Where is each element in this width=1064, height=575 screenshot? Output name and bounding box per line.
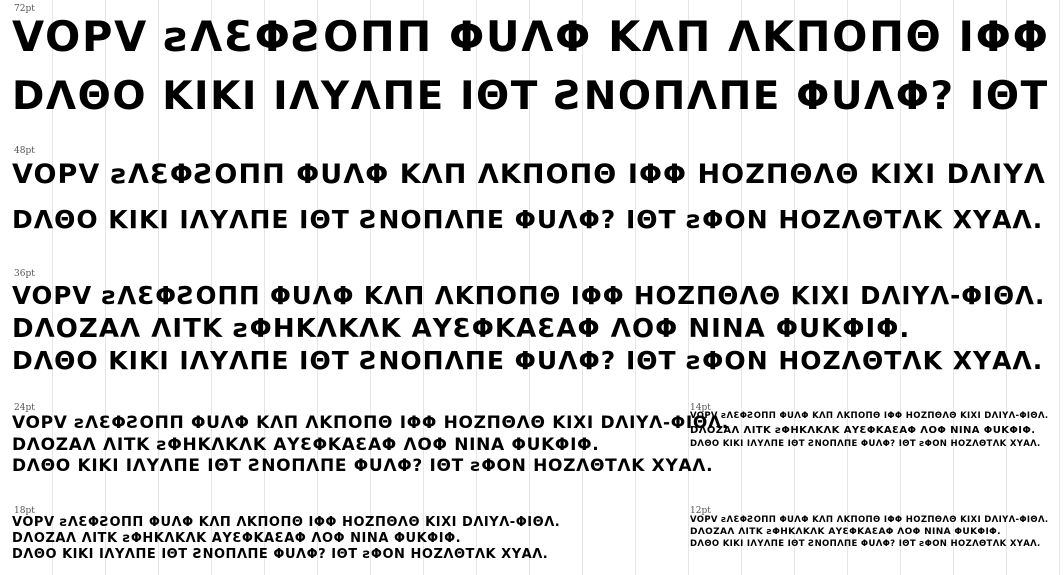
sample-18pt-line-1: VOPV ƨΛƐΦƧOΠΠ ΦUΛΦ KΛΠ ΛKΠOΠΘ ΙΦΦ ΗΟΖΠΘΛΘ ΚΙΧΙ DΛΙΥΛ-ΦΙΘΛ. — [12, 515, 561, 530]
size-label-12pt: 12pt — [690, 506, 711, 516]
sample-48pt-line-2: DΛΘO ΚΙΚΙ ΙΛΥΛΠΕ ΙΘΤ ƧΝΟΠΛΠΕ ΦUΛΦ? ΙΘΤ ƨΦΟΝ ΗΟΖΛΘΤΛΚ ΧΥΑΛ. — [12, 205, 1044, 234]
size-label-24pt: 24pt — [14, 403, 35, 413]
sample-36pt-line-1: VOPV ƨΛƐΦƧOΠΠ ΦUΛΦ KΛΠ ΛKΠOΠΘ ΙΦΦ ΗΟΖΠΘΛΘ ΚΙΧΙ DΛΙΥΛ-ΦΙΘΛ. — [12, 281, 1046, 310]
size-label-72pt: 72pt — [14, 4, 35, 14]
sample-24pt-line-3: DΛΘO ΚΙΚΙ ΙΛΥΛΠΕ ΙΘΤ ƧΝΟΠΛΠΕ ΦUΛΦ? ΙΘΤ ƨΦΟΝ ΗΟΖΛΘΤΛΚ ΧΥΑΛ. — [12, 456, 714, 476]
size-label-36pt: 36pt — [14, 269, 35, 279]
sample-18pt-line-3: DΛΘO ΚΙΚΙ ΙΛΥΛΠΕ ΙΘΤ ƧΝΟΠΛΠΕ ΦUΛΦ? ΙΘΤ ƨΦΟΝ ΗΟΖΛΘΤΛΚ ΧΥΑΛ. — [12, 547, 549, 562]
sample-24pt-line-2: DΛΟΖΑΛ ΛΙΤΚ ƨΦΗΚΛΚΛΚ ΑΥƐΦΚΑƐΑΦ ΛΟΦ ΝΙΝΑ ΦUΚΦΙΦ. — [12, 435, 600, 455]
sample-12pt-line-1: VOPV ƨΛƐΦƧOΠΠ ΦUΛΦ KΛΠ ΛKΠOΠΘ ΙΦΦ ΗΟΖΠΘΛΘ ΚΙΧΙ DΛΙΥΛ-ΦΙΘΛ. — [690, 515, 1049, 525]
size-label-18pt: 18pt — [14, 506, 35, 516]
sample-12pt-line-3: DΛΘO ΚΙΚΙ ΙΛΥΛΠΕ ΙΘΤ ƧΝΟΠΛΠΕ ΦUΛΦ? ΙΘΤ ƨΦΟΝ ΗΟΖΛΘΤΛΚ ΧΥΑΛ. — [690, 539, 1041, 549]
sample-48pt-line-1: VOPV ƨΛƐΦƧOΠΠ ΦUΛΦ KΛΠ ΛKΠOΠΘ ΙΦΦ ΗΟΖΠΘΛΘ ΚΙΧΙ DΛΙΥΛ — [12, 159, 1046, 190]
sample-14pt-line-2: DΛΟΖΑΛ ΛΙΤΚ ƨΦΗΚΛΚΛΚ ΑΥƐΦΚΑƐΑΦ ΛΟΦ ΝΙΝΑ ΦUΚΦΙΦ. — [690, 425, 1036, 436]
size-label-48pt: 48pt — [14, 146, 35, 156]
sample-14pt-line-3: DΛΘO ΚΙΚΙ ΙΛΥΛΠΕ ΙΘΤ ƧΝΟΠΛΠΕ ΦUΛΦ? ΙΘΤ ƨΦΟΝ ΗΟΖΛΘΤΛΚ ΧΥΑΛ. — [690, 439, 1041, 449]
sample-18pt-line-2: DΛΟΖΑΛ ΛΙΤΚ ƨΦΗΚΛΚΛΚ ΑΥƐΦΚΑƐΑΦ ΛΟΦ ΝΙΝΑ ΦUΚΦΙΦ. — [12, 531, 462, 546]
sample-36pt-line-3: DΛΘO ΚΙΚΙ ΙΛΥΛΠΕ ΙΘΤ ƧΝΟΠΛΠΕ ΦUΛΦ? ΙΘΤ ƨΦΟΝ ΗΟΖΛΘΤΛΚ ΧΥΑΛ. — [12, 346, 1044, 375]
sample-14pt-line-1: VOPV ƨΛƐΦƧOΠΠ ΦUΛΦ KΛΠ ΛKΠOΠΘ ΙΦΦ ΗΟΖΠΘΛΘ ΚΙΧΙ DΛΙΥΛ-ΦΙΘΛ. — [690, 411, 1049, 421]
sample-72pt-line-1: VOPV ƨΛƐΦƧOΠΠ ΦUΛΦ KΛΠ ΛKΠOΠΘ ΙΦΦ — [12, 12, 1050, 61]
sample-36pt-line-2: DΛΟΖΑΛ ΛΙΤΚ ƨΦΗΚΛΚΛΚ ΑΥƐΦΚΑƐΑΦ ΛΟΦ ΝΙΝΑ ΦUΚΦΙΦ. — [12, 314, 911, 344]
sample-12pt-line-2: DΛΟΖΑΛ ΛΙΤΚ ƨΦΗΚΛΚΛΚ ΑΥƐΦΚΑƐΑΦ ΛΟΦ ΝΙΝΑ ΦUΚΦΙΦ. — [690, 527, 1001, 537]
sample-24pt-line-1: VOPV ƨΛƐΦƧOΠΠ ΦUΛΦ KΛΠ ΛKΠOΠΘ ΙΦΦ ΗΟΖΠΘΛΘ ΚΙΧΙ DΛΙΥΛ-ΦΙΘΛ. — [12, 413, 729, 433]
sample-72pt-line-2: DΛΘO ΚΙΚΙ ΙΛΥΛΠΕ ΙΘΤ ƧΝΟΠΛΠΕ ΦUΛΦ? ΙΘΤ — [12, 74, 1049, 119]
size-label-14pt: 14pt — [690, 403, 711, 413]
